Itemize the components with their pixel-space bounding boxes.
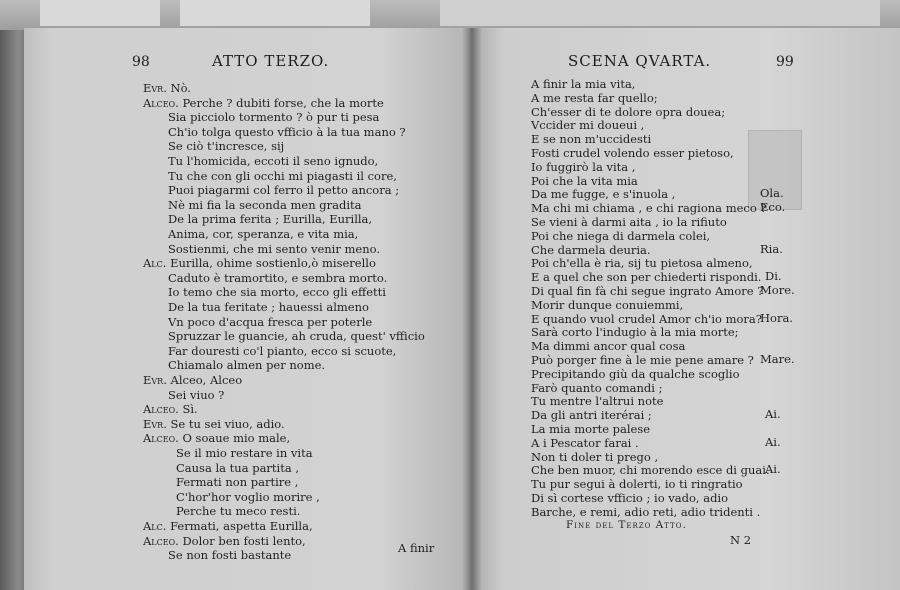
verse-text: Io temo che sia morto, ecco gli effetti: [168, 285, 386, 300]
verse-text: Se non fosti bastante: [168, 548, 292, 563]
text-line: [168, 226, 358, 242]
text-line: A i Pescator farai .: [531, 435, 639, 450]
echo-cue: Ai.: [765, 462, 781, 477]
text-line: Di qual fin fà chi segue ingrato Amore ?: [531, 284, 764, 298]
text-line: [168, 387, 224, 403]
finis-line: Fine del Terzo Atto.: [566, 519, 687, 531]
verse-text: C'hor'hor voglio morire ,: [176, 489, 320, 504]
text-line: [143, 80, 191, 96]
text-line: [143, 372, 242, 388]
text-line: Da me fugge, e s'inuola ,: [531, 187, 676, 202]
catchword: A finir: [398, 541, 435, 555]
text-line: [176, 445, 313, 461]
echo-cue: Ai.: [765, 434, 781, 449]
text-line: A me resta far quello;: [531, 90, 658, 105]
left-page-number: 98: [132, 54, 150, 70]
text-line: Farò quanto comandi ;: [531, 380, 663, 395]
verse-text: Sia picciolo tormento ? ò pur ti pesa: [168, 110, 380, 125]
text-line: [168, 109, 379, 125]
text-line: La mia morte palese: [531, 422, 651, 436]
verse-text: Dolor ben fosti lento,: [182, 533, 306, 548]
text-line: Che darmela deuria.: [531, 242, 651, 257]
verse-text: Tu l'homicida, eccoti il seno ignudo,: [168, 154, 379, 168]
text-line: [168, 357, 325, 373]
verse-text: Ch'io tolga questo vfficio à la tua mano ?: [168, 124, 406, 139]
speaker-label: Alceo.: [143, 402, 179, 417]
verse-text: Eurilla, ohime sostienlo,ò miserello: [170, 256, 376, 271]
text-line: Non ti doler ti prego ,: [531, 449, 659, 464]
verse-text: Perche tu meco resti.: [176, 504, 301, 519]
verse-text: Nò.: [170, 81, 191, 95]
text-line: Morir dunque conuiemmi,: [531, 297, 684, 312]
text-line: [168, 547, 291, 563]
text-line: [176, 489, 320, 505]
page-gutter: [462, 28, 482, 590]
verse-text: Fermati non partire ,: [176, 475, 299, 490]
text-line: Fosti crudel volendo esser pietoso,: [531, 146, 734, 160]
speaker-label: Alceo.: [143, 431, 179, 446]
text-line: E quando vuol crudel Amor ch'io mora?: [531, 311, 762, 326]
verse-text: De la prima ferita ; Eurilla, Eurilla,: [168, 212, 373, 227]
echo-cue: Ai.: [765, 407, 781, 422]
text-line: Ch'esser di te dolore opra douea;: [531, 104, 726, 119]
text-line: Poi che la vita mia: [531, 173, 638, 188]
verse-text: Tu che con gli occhi mi piagasti il core,: [168, 168, 397, 183]
text-line: Precipitando giù da qualche scoglio: [531, 366, 740, 381]
text-line: [168, 182, 399, 198]
text-line: [168, 241, 380, 257]
verse-text: Se ciò t'incresce, sij: [168, 139, 285, 154]
echo-cue: Ola.: [760, 186, 784, 201]
verse-text: Anima, cor, speranza, e vita mia,: [168, 227, 359, 241]
speaker-label: Alc.: [143, 256, 167, 271]
text-line: [168, 314, 372, 330]
left-running-head: ATTO TERZO.: [212, 52, 330, 70]
text-line: [168, 299, 369, 315]
text-line: [143, 95, 384, 111]
text-line: Ma dimmi ancor qual cosa: [531, 339, 686, 354]
text-line: [168, 168, 397, 184]
text-line: Tu mentre l'altrui note: [531, 394, 664, 409]
text-line: [168, 284, 386, 300]
right-page-number: 99: [776, 54, 794, 70]
verse-text: Causa la tua partita ,: [176, 460, 300, 475]
verse-text: Vn poco d'acqua fresca per poterle: [168, 314, 373, 329]
text-line: [176, 503, 300, 519]
verse-text: Sì.: [182, 402, 198, 417]
text-line: E se non m'uccidesti: [531, 132, 652, 147]
verse-text: Se il mio restare in vita: [176, 446, 313, 460]
verse-text: De la tua feritate ; hauessi almeno: [168, 300, 369, 314]
text-line: Poi ch'ella è ria, sij tu pietosa almeno,: [531, 256, 753, 271]
text-line: [168, 270, 387, 286]
text-line: Può porger fine à le mie pene amare ?: [531, 353, 754, 367]
text-line: [176, 474, 298, 490]
paper-tab: [180, 0, 370, 26]
verse-text: Spruzzar le guancie, ah cruda, quest' vfficio: [168, 329, 425, 344]
verse-text: Sostienmi, che mi sento venir meno.: [168, 241, 381, 256]
text-line: [143, 255, 376, 271]
text-line: Che ben muor, chi morendo esce di guai.: [531, 463, 770, 478]
text-line: Io fuggirò la vita ,: [531, 159, 636, 174]
text-line: [143, 401, 198, 417]
verse-text: Sei viuo ?: [168, 387, 225, 402]
speaker-label: Alc.: [143, 519, 167, 533]
echo-cue: Mare.: [760, 352, 795, 366]
verse-text: Caduto è tramortito, e sembra morto.: [168, 270, 388, 285]
verse-text: Perche ? dubiti forse, che la morte: [182, 95, 384, 110]
speaker-label: Evr.: [143, 81, 167, 95]
text-line: [143, 518, 313, 534]
text-line: [168, 197, 362, 213]
text-line: [168, 328, 425, 344]
text-line: Barche, e remi, adio reti, adio tridenti .: [531, 504, 761, 519]
echo-cue: Eco.: [760, 200, 786, 215]
verse-text: Nè mi fia la seconda men gradita: [168, 197, 362, 212]
text-line: Se vieni à darmi aita , io la rifiuto: [531, 215, 727, 229]
text-line: [168, 138, 284, 154]
text-line: [176, 460, 299, 476]
verse-text: Chiamalo almen per nome.: [168, 358, 326, 373]
right-running-head: SCENA QVARTA.: [568, 52, 712, 70]
text-line: Da gli antri iterérai ;: [531, 408, 652, 423]
text-line: E a quel che son per chiederti rispondi.: [531, 270, 762, 285]
paper-tab: [440, 0, 880, 26]
speaker-label: Evr.: [143, 416, 167, 431]
text-line: Poi che niega di darmela colei,: [531, 228, 711, 243]
verse-text: Alceo, Alceo: [170, 373, 243, 387]
verse-text: O soaue mio male,: [182, 431, 291, 446]
text-line: [143, 533, 306, 549]
text-line: Ma chi mi chiama , e chi ragiona meco ?: [531, 201, 767, 216]
paper-tab: [40, 0, 160, 26]
text-line: A finir la mia vita,: [531, 77, 636, 91]
echo-cue: Di.: [765, 269, 782, 284]
text-line: [168, 343, 396, 359]
speaker-label: Alceo.: [143, 533, 179, 548]
echo-cue: Ria.: [760, 241, 783, 256]
verse-text: Fermati, aspetta Eurilla,: [170, 519, 313, 533]
verse-text: Far douresti co'l pianto, ecco si scuote,: [168, 343, 397, 358]
text-line: Tu pur segui à dolerti, io ti ringratio: [531, 477, 743, 492]
verse-text: Se tu sei viuo, adio.: [170, 416, 285, 431]
echo-cue: More.: [760, 283, 795, 297]
text-line: Vccider mi doueui ,: [531, 118, 645, 133]
speaker-label: Evr.: [143, 373, 167, 387]
echo-cue: Hora.: [760, 310, 793, 325]
text-line: [143, 430, 290, 446]
text-line: Di sì cortese vfficio ; io vado, adio: [531, 491, 729, 505]
text-line: [168, 124, 406, 140]
signature-mark: N 2: [730, 533, 752, 547]
text-line: [168, 211, 372, 227]
speaker-label: Alceo.: [143, 95, 179, 110]
text-line: [168, 153, 378, 169]
verse-text: Puoi piagarmi col ferro il petto ancora ;: [168, 183, 400, 198]
text-line: [143, 416, 285, 432]
text-line: Sarà corto l'indugio à la mia morte;: [531, 325, 739, 340]
